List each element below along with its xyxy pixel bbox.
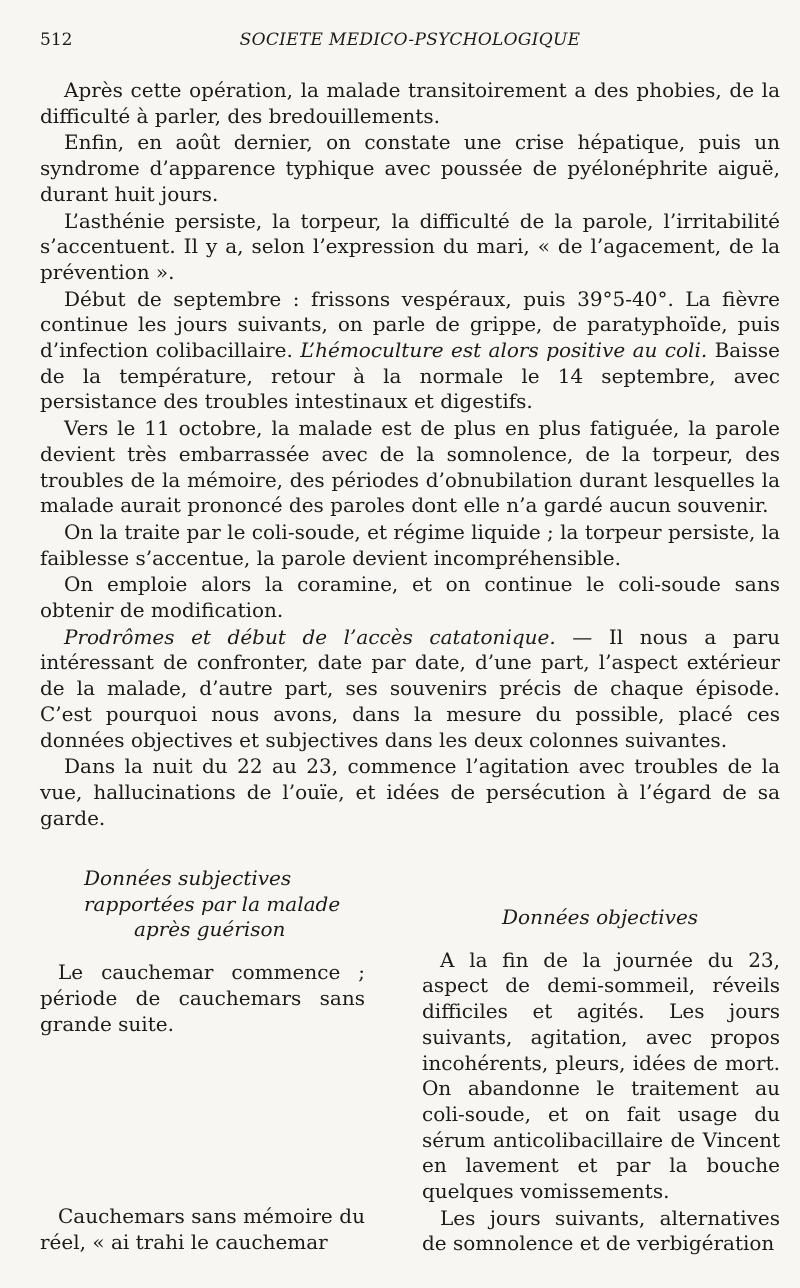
paragraph [40,287,780,416]
paragraph: Dans la nuit du 22 au 23, commence l’agitation avec troubles de la vue, hallucinations de l’ouïe, et idées de persécution à l’égard de sa garde. [40,754,780,830]
paragraph: On la traite par le coli-soude, et régime liquide ; la torpeur persiste, la faiblesse s’accentue, la parole devient incompréhensible. [40,519,780,570]
text-run: Baisse de la température, retour à la normale le 14 septembre, avec persistance des troubles intestinaux et digestifs. [40,338,780,414]
column-paragraph: A la fin de la journée du 23, aspect de demi-sommeil, réveils difficiles et agités. Les jours suivants, agitation, avec propos incohérents, pleurs, idées de mort. On abandonne le traitement au coli-soude, et on fait usage du sérum anticolibacillaire de Vincent en lavement et par la bouche quelques vomissements. [422,947,780,1204]
paragraph [40,625,780,754]
paragraph: Vers le 11 octobre, la malade est de plus en plus fatiguée, la parole devient très embarrassée avec de la somnolence, de la torpeur, des troubles de la mémoire, des périodes d’obnubilation durant lesquelles la malade aurait prononcé des paroles dont elle n’a gardé aucun souvenir. [40,416,780,518]
heading-line: après guérison [134,917,286,942]
column-heading: Données objectives [502,905,699,929]
page-header [40,30,780,56]
paragraph: On emploie alors la coramine, et on continue le coli-soude sans obtenir de modification. [40,572,780,623]
text-run: — Il nous a paru intéressant de confronter, date par date, d’une part, l’aspect extérieur de la malade, d’autre part, ses souvenirs précis de chaque épisode. C’est pourquoi nous avons, dans la mesure du possible, placé ces données objectives et subjectives dans les deux colonnes suivantes. [40,624,780,752]
column-paragraph: Les jours suivants, alternatives de somnolence et de verbigération [422,1205,780,1256]
paragraph: Enfin, en août dernier, on constate une crise hépatique, puis un syndrome d’apparence typhique avec poussée de pyélonéphrite aiguë, durant huit jours. [40,130,780,206]
page-number: 512 [40,30,73,50]
paragraph: L’asthénie persiste, la torpeur, la difficulté de la parole, l’irritabilité s’accentuent. Il y a, selon l’expression du mari, « de l’agacement, de la prévention ». [40,208,780,284]
emphasis-text: L’hémoculture est alors positive au coli. [300,338,708,363]
two-column-section [40,866,780,1257]
text-run: Début de septembre : frissons vespéraux, puis 39°5-40°. La fièvre continue les jours suivants, on parle de grippe, de paratyphoïde, puis d’infection colibacillaire. [40,286,780,363]
heading-line: rapportées par la malade [84,891,341,916]
body-text [40,78,780,832]
column-objective [422,866,780,1257]
running-title: SOCIETE MEDICO-PSYCHOLOGIQUE [239,30,581,50]
column-paragraph: Cauchemars sans mémoire du réel, « ai trahi le cauchemar [40,1204,365,1254]
heading-line: Données subjectives [84,866,292,890]
paragraph: Après cette opération, la malade transitoirement a des phobies, de la difficulté à parler, des bredouillements. [40,78,780,128]
section-heading: Prodrômes et début de l’accès catatonique. [64,624,556,649]
column-subjective [40,866,365,1257]
column-heading [40,866,365,943]
column-paragraph: Le cauchemar commence ; période de cauchemars sans grande suite. [40,960,365,1036]
